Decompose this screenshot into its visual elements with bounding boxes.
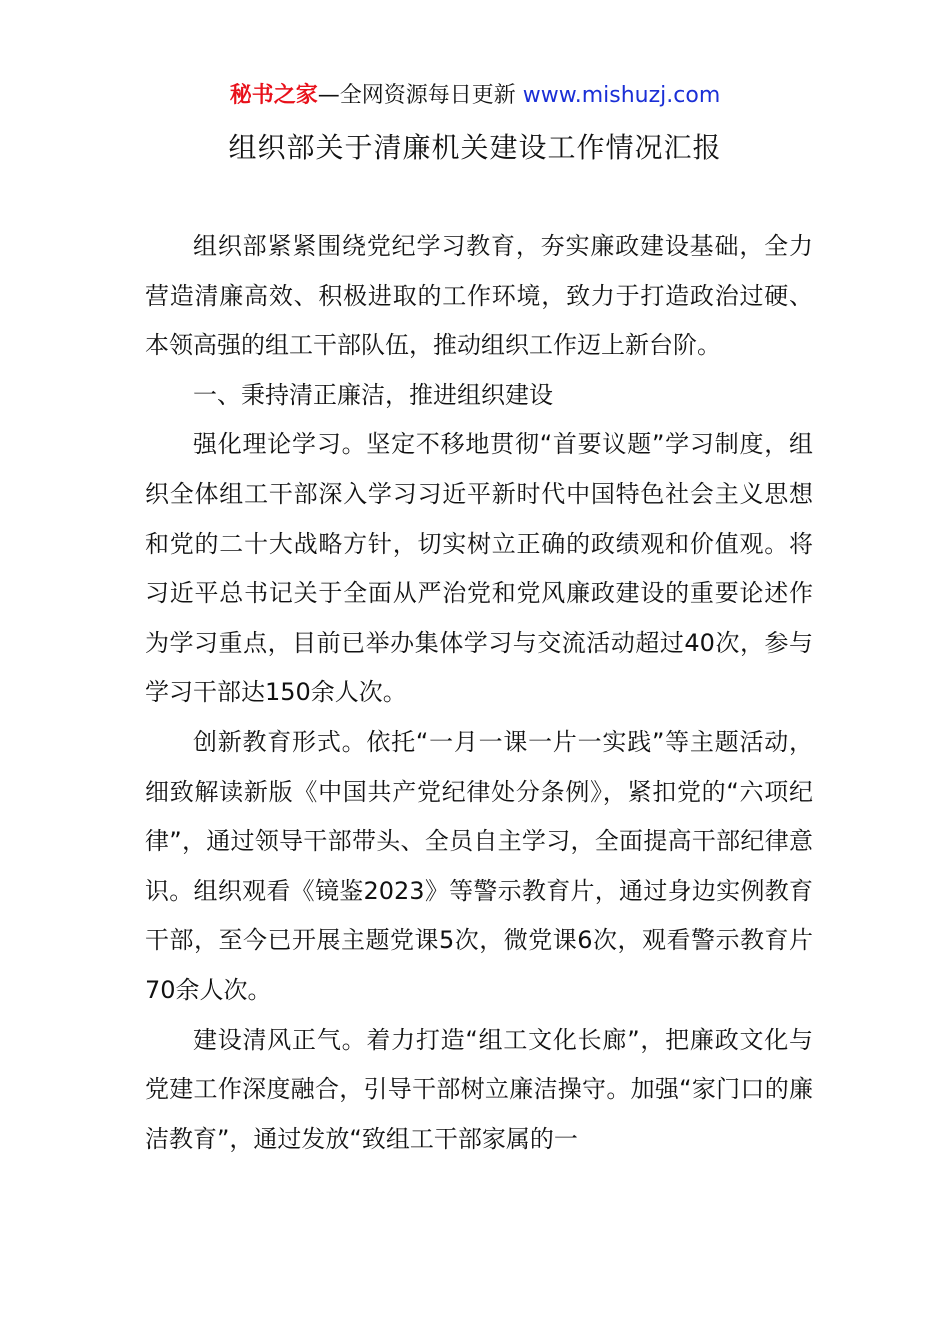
intro-paragraph: 组织部紧紧围绕党纪学习教育，夯实廉政建设基础，全力营造清廉高效、积极进取的工作环境，致力于打造政治过硬、本领高强的组工干部队伍，推动组织工作迈上新台阶。 — [145, 232, 813, 360]
document-title: 组织部关于清廉机关建设工作情况汇报 — [228, 131, 722, 164]
theory-study-paragraph: 强化理论学习。坚定不移地贯彻“首要议题”学习制度，组织全体组工干部深入学习习近平新时代中国特色社会主义思想和党的二十大战略方针，切实树立正确的政绩观和价值观。将习近平总书记关于全面从严治党和党风廉政建设的重要论述作为学习重点，目前已举办集体学习与交流活动超过40次，参与学习干部达150余人次。 — [145, 430, 813, 707]
education-format-paragraph: 创新教育形式。依托“一月一课一片一实践”等主题活动，细致解读新版《中国共产党纪律处分条例》，紧扣党的“六项纪律”，通过领导干部带头、全员自主学习，全面提高干部纪律意识。组织观看《镜鉴2023》等警示教育片，通过身边实例教育干部，至今已开展主题党课5次，微党课6次，观看警示教育片70余人次。 — [145, 727, 813, 1004]
brand-name: 秘书之家 — [229, 83, 318, 108]
section-heading: 一、秉持清正廉洁，推进组织建设 — [193, 380, 553, 409]
header-banner — [0, 80, 950, 112]
website-link[interactable]: www.mishuzj.com — [522, 83, 721, 108]
header-tagline: —全网资源每日更新 — [317, 83, 523, 108]
clean-culture-paragraph: 建设清风正气。着力打造“组工文化长廊”，把廉政文化与党建工作深度融合，引导干部树立廉洁操守。加强“家门口的廉洁教育”，通过发放“致组工干部家属的一 — [145, 1025, 813, 1153]
document-body — [145, 222, 813, 1164]
